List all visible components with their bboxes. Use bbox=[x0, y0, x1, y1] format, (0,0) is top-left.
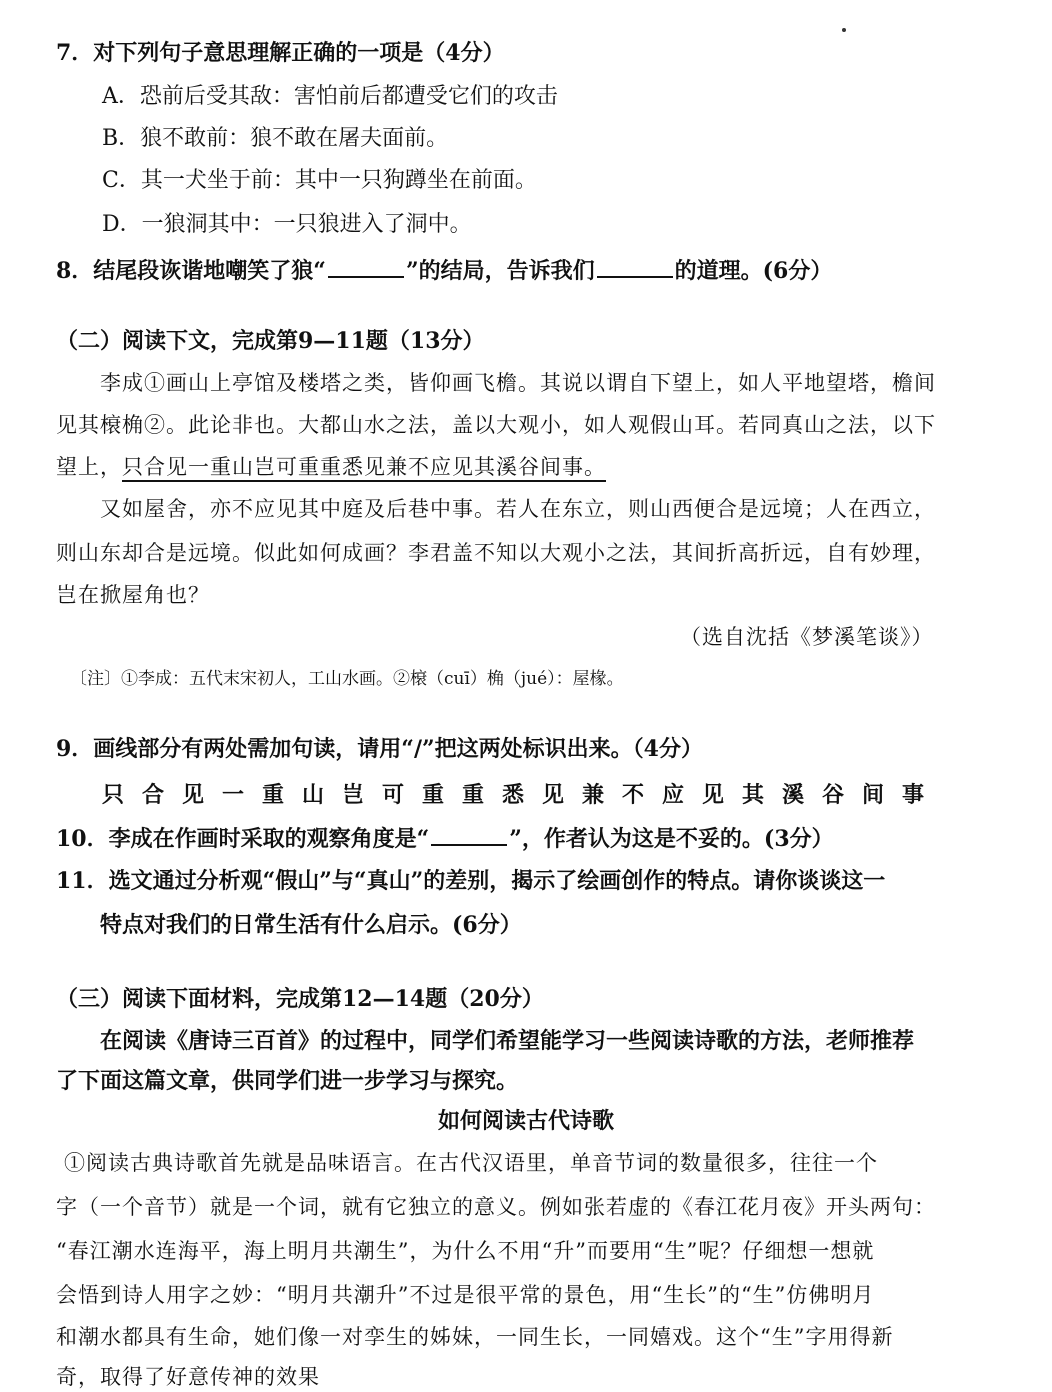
article-title: 如何阅读古代诗歌 bbox=[437, 1108, 614, 1134]
section3-heading: （三）阅读下面材料，完成第12—14题（20分） bbox=[56, 986, 544, 1012]
intro-line: 在阅读《唐诗三百首》的过程中，同学们希望能学习一些阅读诗歌的方法，老师推荐 bbox=[100, 1028, 915, 1054]
article-line: ①阅读古典诗歌首先就是品味语言。在古代汉语里，单音节词的数量很多，往往一个 bbox=[64, 1151, 878, 1175]
article-line: 会悟到诗人用字之妙：“明月共潮升”不过是很平常的景色，用“生长”的“生”仿佛明月 bbox=[56, 1283, 875, 1307]
q8 bbox=[56, 254, 832, 286]
q7-option-c: C．其一犬坐于前：其中一只狗蹲坐在前面。 bbox=[102, 168, 537, 193]
q8-part1: 8．结尾段诙谐地嘲笑了狼“ bbox=[56, 258, 326, 284]
q7-stem: 7．对下列句子意思理解正确的一项是（4分） bbox=[56, 40, 505, 66]
passage-line: 见其榱桷②。此论非也。大都山水之法，盖以大观小，如人观假山耳。若同真山之法，以下 bbox=[56, 413, 936, 437]
article-line: 奇，取得了好意传神的效果 bbox=[56, 1365, 320, 1389]
section2-heading: （二）阅读下文，完成第9—11题（13分） bbox=[56, 328, 485, 354]
footnote: 〔注〕①李成：五代末宋初人，工山水画。②榱（cuī）桷（jué）：屋椽。 bbox=[70, 669, 624, 689]
passage-line: 李成①画山上亭馆及楼塔之类，皆仰画飞檐。其说以谓自下望上，如人平地望塔，檐间 bbox=[100, 371, 936, 395]
underlined-sentence: 只合见一重山岂可重重悉见兼不应见其溪谷间事。 bbox=[122, 455, 606, 482]
passage-line: 又如屋舍，亦不应见其中庭及后巷中事。若人在东立，则山西便合是远境；人在西立， bbox=[100, 497, 936, 521]
q9-stem: 9．画线部分有两处需加句读，请用“/”把这两处标识出来。（4分） bbox=[56, 736, 703, 762]
q7-option-a: A．恐前后受其敌：害怕前后都遭受它们的攻击 bbox=[102, 84, 558, 109]
article-line: 字（一个音节）就是一个词，就有它独立的意义。例如张若虚的《春江花月夜》开头两句： bbox=[56, 1195, 936, 1219]
passage-line: 岂在掀屋角也？ bbox=[56, 583, 210, 607]
q7-option-d: D．一狼洞其中：一只狼进入了洞中。 bbox=[102, 212, 472, 237]
source-citation: （选自沈括《梦溪笔谈》） bbox=[680, 625, 934, 649]
q8-part3: 的道理。(6分） bbox=[674, 258, 833, 284]
article-line: “春江潮水连海平，海上明月共潮生”，为什么不用“升”而要用“生”呢？仔细想一想就 bbox=[56, 1239, 875, 1263]
article-line: 和潮水都具有生命，她们像一对孪生的姊妹，一同生长，一同嬉戏。这个“生”字用得新 bbox=[56, 1325, 894, 1349]
answer-blank[interactable] bbox=[431, 822, 507, 846]
q7-option-b: B．狼不敢前：狼不敢在屠夫面前。 bbox=[102, 126, 449, 151]
q11-line2: 特点对我们的日常生活有什么启示。(6分） bbox=[100, 912, 522, 938]
q10-part2: ”，作者认为这是不妥的。(3分） bbox=[509, 826, 834, 852]
scan-speck bbox=[842, 28, 846, 32]
passage-line: 则山东却合是远境。似此如何成画？李君盖不知以大观小之法，其间折高折远，自有妙理， bbox=[56, 541, 936, 565]
q11-line1: 11．选文通过分析观“假山”与“真山”的差别，揭示了绘画创作的特点。请你谈谈这一 bbox=[56, 868, 886, 894]
passage-text: 望上， bbox=[56, 455, 122, 479]
q8-part2: ”的结局，告诉我们 bbox=[405, 258, 595, 284]
answer-blank[interactable] bbox=[597, 254, 673, 278]
q10-part1: 10．李成在作画时采取的观察角度是“ bbox=[56, 826, 430, 852]
q10 bbox=[56, 822, 834, 854]
intro-line: 了下面这篇文章，供同学们进一步学习与探究。 bbox=[56, 1068, 519, 1094]
answer-blank[interactable] bbox=[328, 254, 404, 278]
q9-sentence: 只合见一重山岂可重重悉见兼不应见其溪谷间事 bbox=[102, 782, 943, 808]
passage-line bbox=[56, 452, 606, 482]
